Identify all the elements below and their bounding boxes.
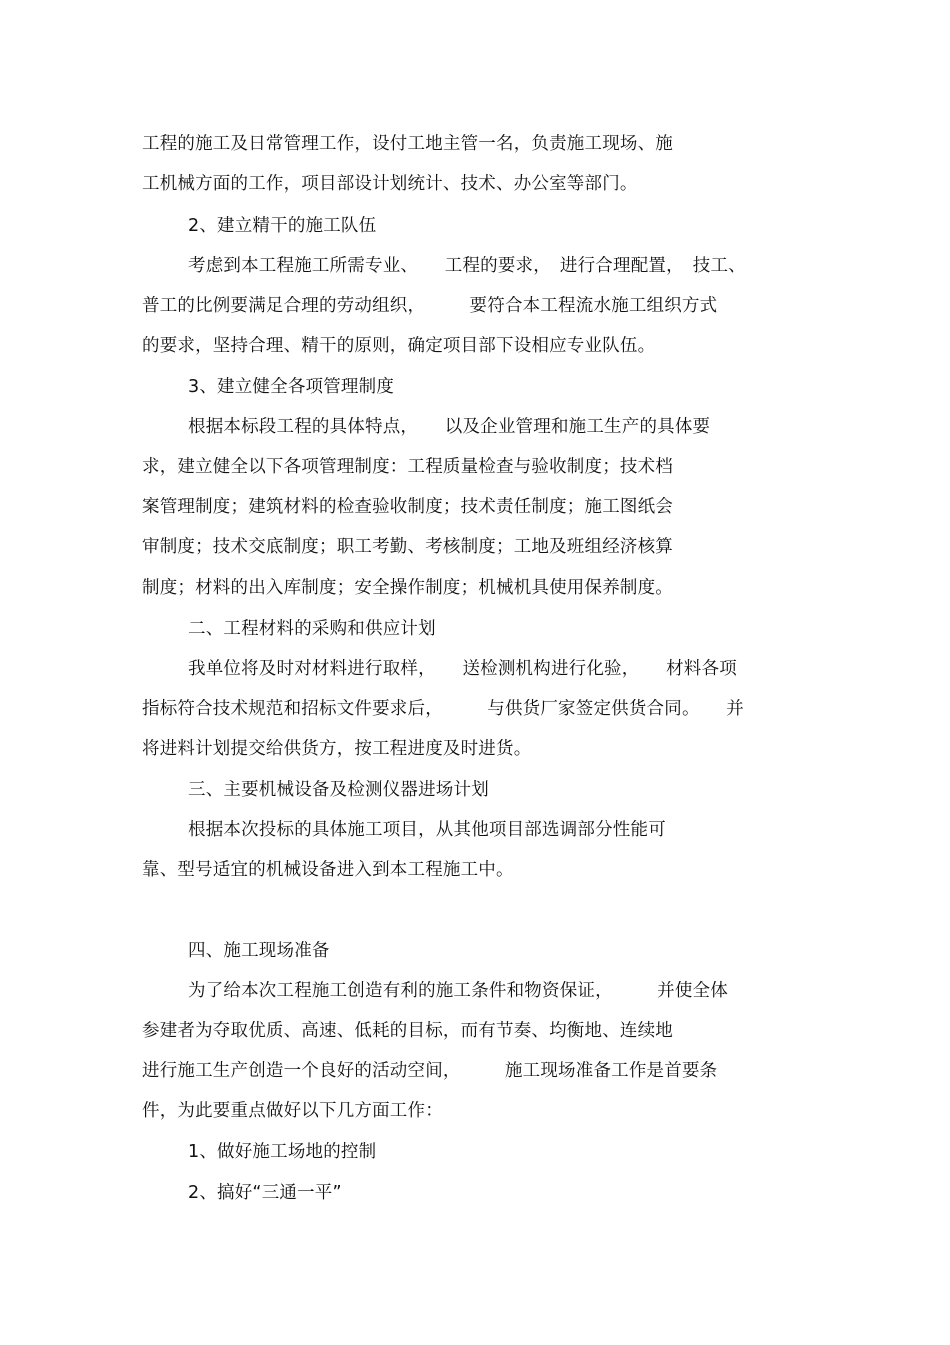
text-line-15: 指标符合技术规范和招标文件要求后， 与供货厂家签定供货合同。 并 — [142, 699, 744, 719]
subheading-4-2: 2、搞好“三通一平” — [188, 1183, 342, 1203]
text-line-12: 制度；材料的出入库制度；安全操作制度；机械机具使用保养制度。 — [142, 578, 673, 598]
text-line-8: 根据本标段工程的具体特点， 以及企业管理和施工生产的具体要 — [188, 417, 711, 437]
text-line-4: 考虑到本工程施工所需专业、 工程的要求， 进行合理配置， 技工、 — [188, 256, 746, 276]
section-heading-4: 四、施工现场准备 — [188, 941, 330, 961]
section-heading-2: 二、工程材料的采购和供应计划 — [188, 619, 436, 639]
text-line-10: 案管理制度；建筑材料的检查验收制度；技术责任制度；施工图纸会 — [142, 497, 673, 517]
text-line-22: 参建者为夺取优质、高速、低耗的目标，而有节奏、均衡地、连续地 — [142, 1021, 673, 1041]
text-line-24: 件，为此要重点做好以下几方面工作： — [142, 1101, 443, 1121]
text-line-1: 工程的施工及日常管理工作，设付工地主管一名，负责施工现场、施 — [142, 134, 673, 154]
text-line-21: 为了给本次工程施工创造有利的施工条件和物资保证， 并使全体 — [188, 981, 728, 1001]
subheading-2: 2、建立精干的施工队伍 — [188, 216, 377, 236]
text-line-11: 审制度；技术交底制度；职工考勤、考核制度；工地及班组经济核算 — [142, 537, 673, 557]
section-heading-3: 三、主要机械设备及检测仪器进场计划 — [188, 780, 489, 800]
subheading-3: 3、建立健全各项管理制度 — [188, 377, 395, 397]
text-line-6: 的要求，坚持合理、精干的原则，确定项目部下设相应专业队伍。 — [142, 336, 656, 356]
text-line-9: 求，建立健全以下各项管理制度：工程质量检查与验收制度；技术档 — [142, 457, 673, 477]
text-line-14: 我单位将及时对材料进行取样， 送检测机构进行化验， 材料各项 — [188, 659, 737, 679]
text-line-18: 根据本次投标的具体施工项目，从其他项目部选调部分性能可 — [188, 820, 666, 840]
text-line-19: 靠、型号适宜的机械设备进入到本工程施工中。 — [142, 860, 514, 880]
text-line-5: 普工的比例要满足合理的劳动组织， 要符合本工程流水施工组织方式 — [142, 296, 718, 316]
text-line-2: 工机械方面的工作，项目部设计划统计、技术、办公室等部门。 — [142, 174, 638, 194]
text-line-16: 将进料计划提交给供货方，按工程进度及时进货。 — [142, 739, 532, 759]
subheading-4-1: 1、做好施工场地的控制 — [188, 1142, 377, 1162]
text-line-23: 进行施工生产创造一个良好的活动空间， 施工现场准备工作是首要条 — [142, 1061, 718, 1081]
